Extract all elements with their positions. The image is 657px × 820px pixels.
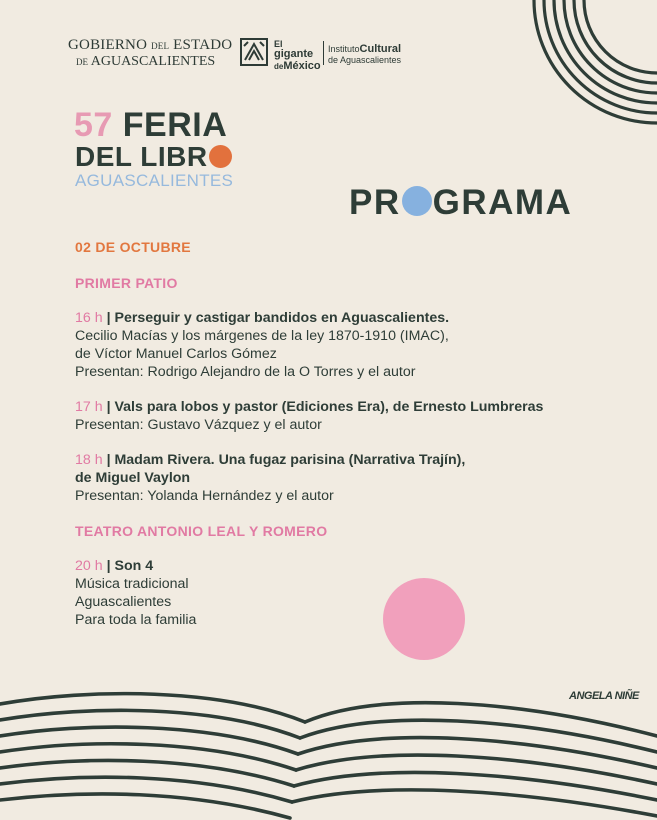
- event-17h: [75, 398, 635, 434]
- event-title: | Vals para lobos y pastor (Ediciones Era), de Ernesto Lumbreras: [102, 399, 544, 415]
- gobierno-aguascalientes-logo: [68, 38, 232, 69]
- feria-logo-line1: [74, 108, 227, 142]
- event-18h: [75, 451, 635, 505]
- del-libro-text: DEL LIBR: [75, 141, 208, 172]
- programa-title: [349, 185, 572, 220]
- gigante-line3: de: [274, 61, 284, 71]
- gob-word-de: DE: [76, 57, 88, 67]
- feria-logo-city: AGUASCALIENTES: [75, 171, 234, 190]
- feria-number: 57: [74, 106, 113, 144]
- event-time: 18 h: [75, 452, 103, 468]
- event-presenters: Presentan: Yolanda Hernández y el autor: [75, 488, 334, 504]
- venue-teatro: TEATRO ANTONIO LEAL Y ROMERO: [75, 523, 328, 539]
- event-20h: [75, 557, 635, 629]
- feria-word: FERIA: [122, 106, 228, 144]
- feria-logo-line2: [75, 143, 232, 171]
- event-date: 02 DE OCTUBRE: [75, 239, 191, 255]
- gob-word-estado: ESTADO: [173, 37, 233, 53]
- instituto-cultural-logo: [328, 44, 401, 65]
- event-title: | Madam Rivera. Una fugaz parisina (Narrativa Trajín),: [102, 452, 466, 468]
- venue-primer-patio: PRIMER PATIO: [75, 275, 178, 291]
- pink-circle-decoration: [383, 578, 465, 660]
- gob-word-del: DEL: [151, 41, 170, 51]
- blue-o-circle: [402, 186, 432, 216]
- gigante-line4: México: [283, 59, 321, 72]
- event-time: 20 h: [75, 558, 103, 574]
- gigante-line1: El: [274, 39, 283, 49]
- event-title: | Perseguir y castigar bandidos en Aguascalientes.: [102, 310, 450, 326]
- event-time: 17 h: [75, 399, 103, 415]
- event-line3: de Víctor Manuel Carlos Gómez: [75, 346, 277, 362]
- event-16h: [75, 309, 635, 381]
- open-book-lines-decoration: [0, 680, 657, 820]
- event-line3: Aguascalientes: [75, 594, 172, 610]
- orange-o-circle: [209, 145, 232, 168]
- event-line2: de Miguel Vaylon: [75, 470, 191, 486]
- event-title: | Son 4: [102, 558, 154, 574]
- artist-signature: ANGELA NIÑE: [569, 690, 639, 702]
- logo-divider: [323, 41, 324, 65]
- gob-word-gobierno: GOBIERNO: [68, 37, 148, 53]
- concentric-arcs-decoration: [532, 0, 657, 125]
- program-content: [75, 238, 635, 646]
- icul-cultural: Cultural: [359, 43, 402, 55]
- event-line2: Cecilio Macías y los márgenes de la ley 1870-1910 (IMAC),: [75, 328, 449, 344]
- event-time: 16 h: [75, 310, 103, 326]
- gigante-line2: gigante: [274, 48, 314, 61]
- programa-after: GRAMA: [432, 183, 573, 222]
- icul-instituto: Instituto: [328, 44, 360, 54]
- event-presenters: Presentan: Rodrigo Alejandro de la O Torres y el autor: [75, 364, 416, 380]
- instituto-cultural-mark-icon: [240, 38, 268, 66]
- event-line2: Música tradicional: [75, 576, 189, 592]
- icul-line2: de Aguascalientes: [328, 54, 402, 65]
- event-presenters: Presentan: Gustavo Vázquez y el autor: [75, 417, 322, 433]
- programa-before: PR: [349, 183, 401, 222]
- el-gigante-de-mexico-logo: [274, 40, 321, 73]
- event-line4: Para toda la familia: [75, 612, 197, 628]
- gob-word-aguascalientes: AGUASCALIENTES: [90, 54, 216, 69]
